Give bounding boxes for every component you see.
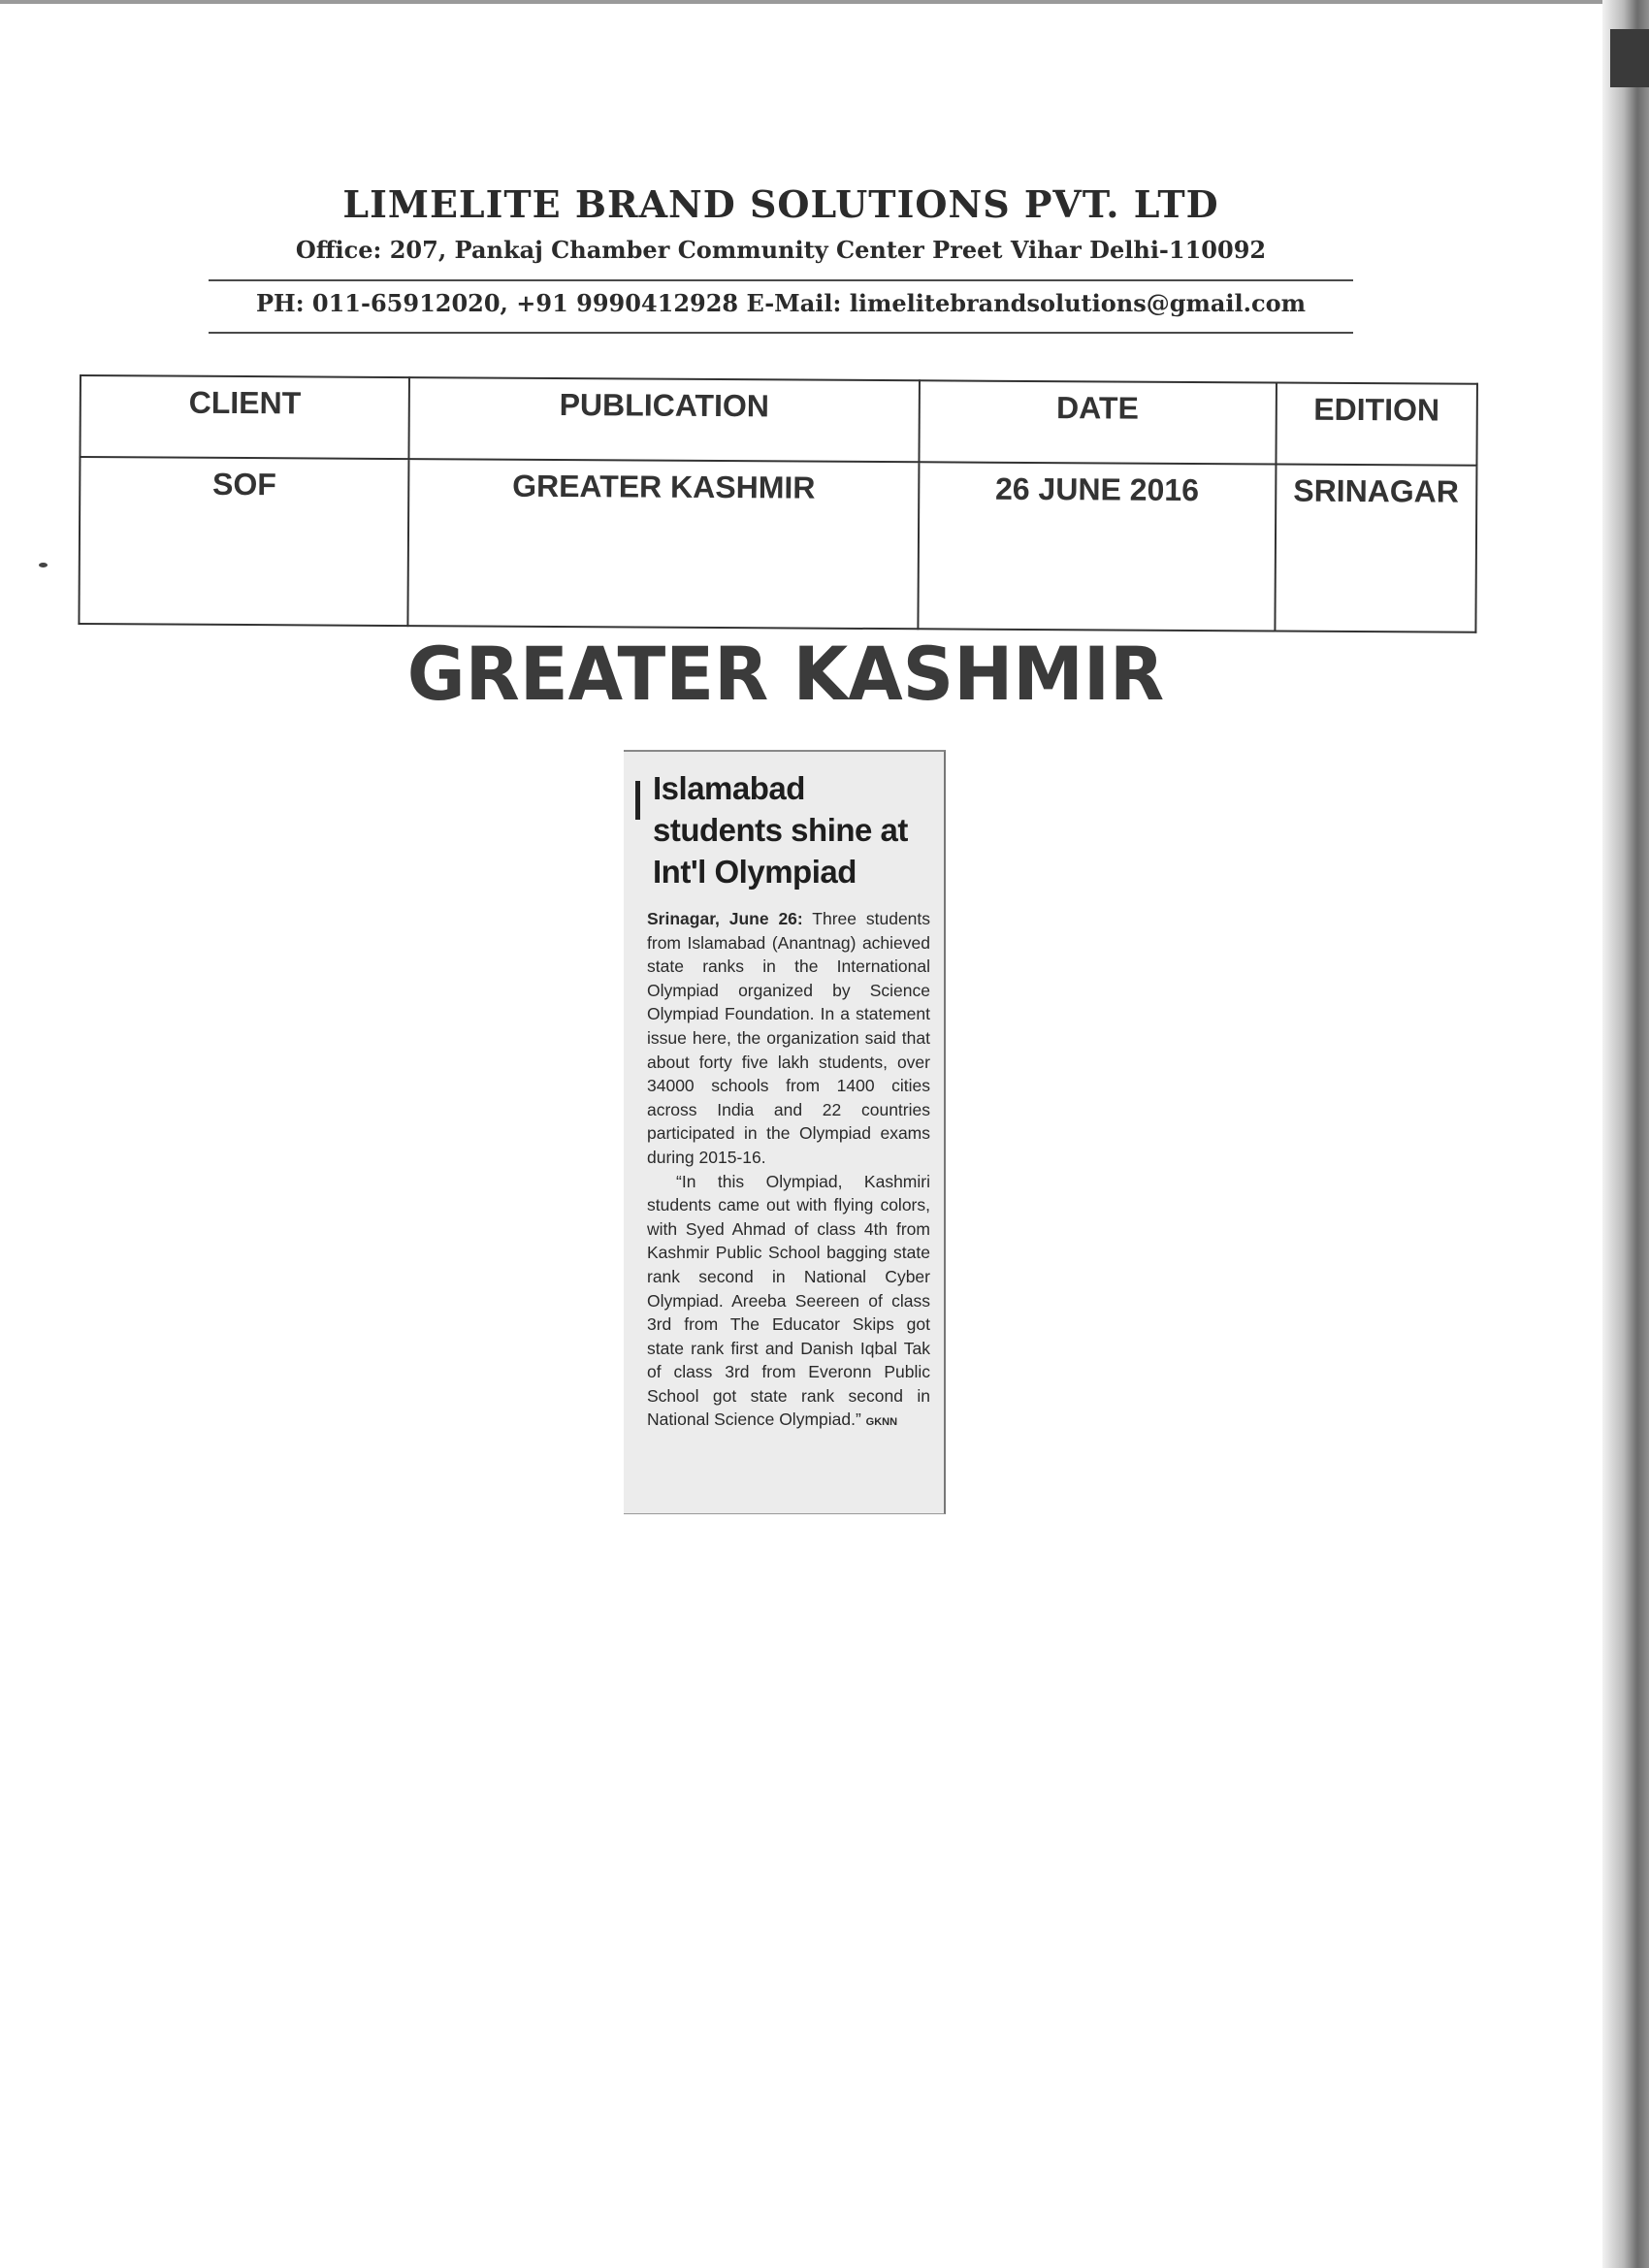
office-address: Office: 207, Pankaj Chamber Community Center Preet Vihar Delhi-110092 [295,236,1267,264]
header-edition: EDITION [1276,383,1477,466]
cell-date: 26 JUNE 2016 [918,462,1276,632]
company-name: LIMELITE BRAND SOLUTIONS PVT. LTD [342,182,1219,226]
table-header-row [80,375,1476,465]
scan-edge-top [0,0,1649,4]
header-publication: PUBLICATION [409,377,920,462]
letterhead-rule-bottom [209,332,1353,334]
header-client: CLIENT [80,375,409,459]
cell-client: SOF [79,457,408,626]
table-row [79,457,1476,632]
clipping-credit: GKNN [865,1416,898,1429]
clipping-info-table [78,374,1478,633]
letterhead-rule-top [209,279,1353,281]
clipping-paragraph [647,907,930,1170]
clipping-paragraph [647,1170,930,1436]
header-date: DATE [919,380,1277,464]
scan-speck [39,563,48,567]
cell-publication: GREATER KASHMIR [408,459,919,630]
clipping-body [647,907,930,1435]
clipping-paragraph-2: “In this Olympiad, Kashmiri students came out with flying colors, with Syed Ahmad of class 4th from Kashmir Public School bagging state rank second in National Cyber Olympiad. Areeba Seereen of class 3rd from The Educator Skips got state rank first and Danish Iqbal Tak of class 3rd from Everonn Public School got state rank second in National Science Olympiad.” [647,1171,930,1430]
clipping-dateline: Srinagar, June 26: [647,909,803,928]
cell-edition: SRINAGAR [1275,464,1476,632]
scan-edge-mark [1610,29,1649,87]
letterhead [209,182,1353,264]
clipping-headline: Islamabad students shine at Int'l Olympiad [653,770,908,890]
clipping-paragraph-1: Three students from Islamabad (Anantnag) achieved state ranks in the International Olympiad organized by Science Olympiad Foundation. In a statement issue here, the organization said that about forty five lakh students, over 34000 schools from 1400 cities across India and 22 countries participated in the Olympiad exams during 2015-16. [647,909,931,1167]
contact-line: PH: 011-65912020, +91 9990412928 E-Mail: limelitebrandsolutions@gmail.com [255,289,1307,317]
newspaper-clipping [624,750,946,1514]
clipping-accent-bar [635,781,640,820]
publication-title: GREATER KASHMIR [406,631,1165,717]
scan-edge-right [1602,0,1649,2268]
